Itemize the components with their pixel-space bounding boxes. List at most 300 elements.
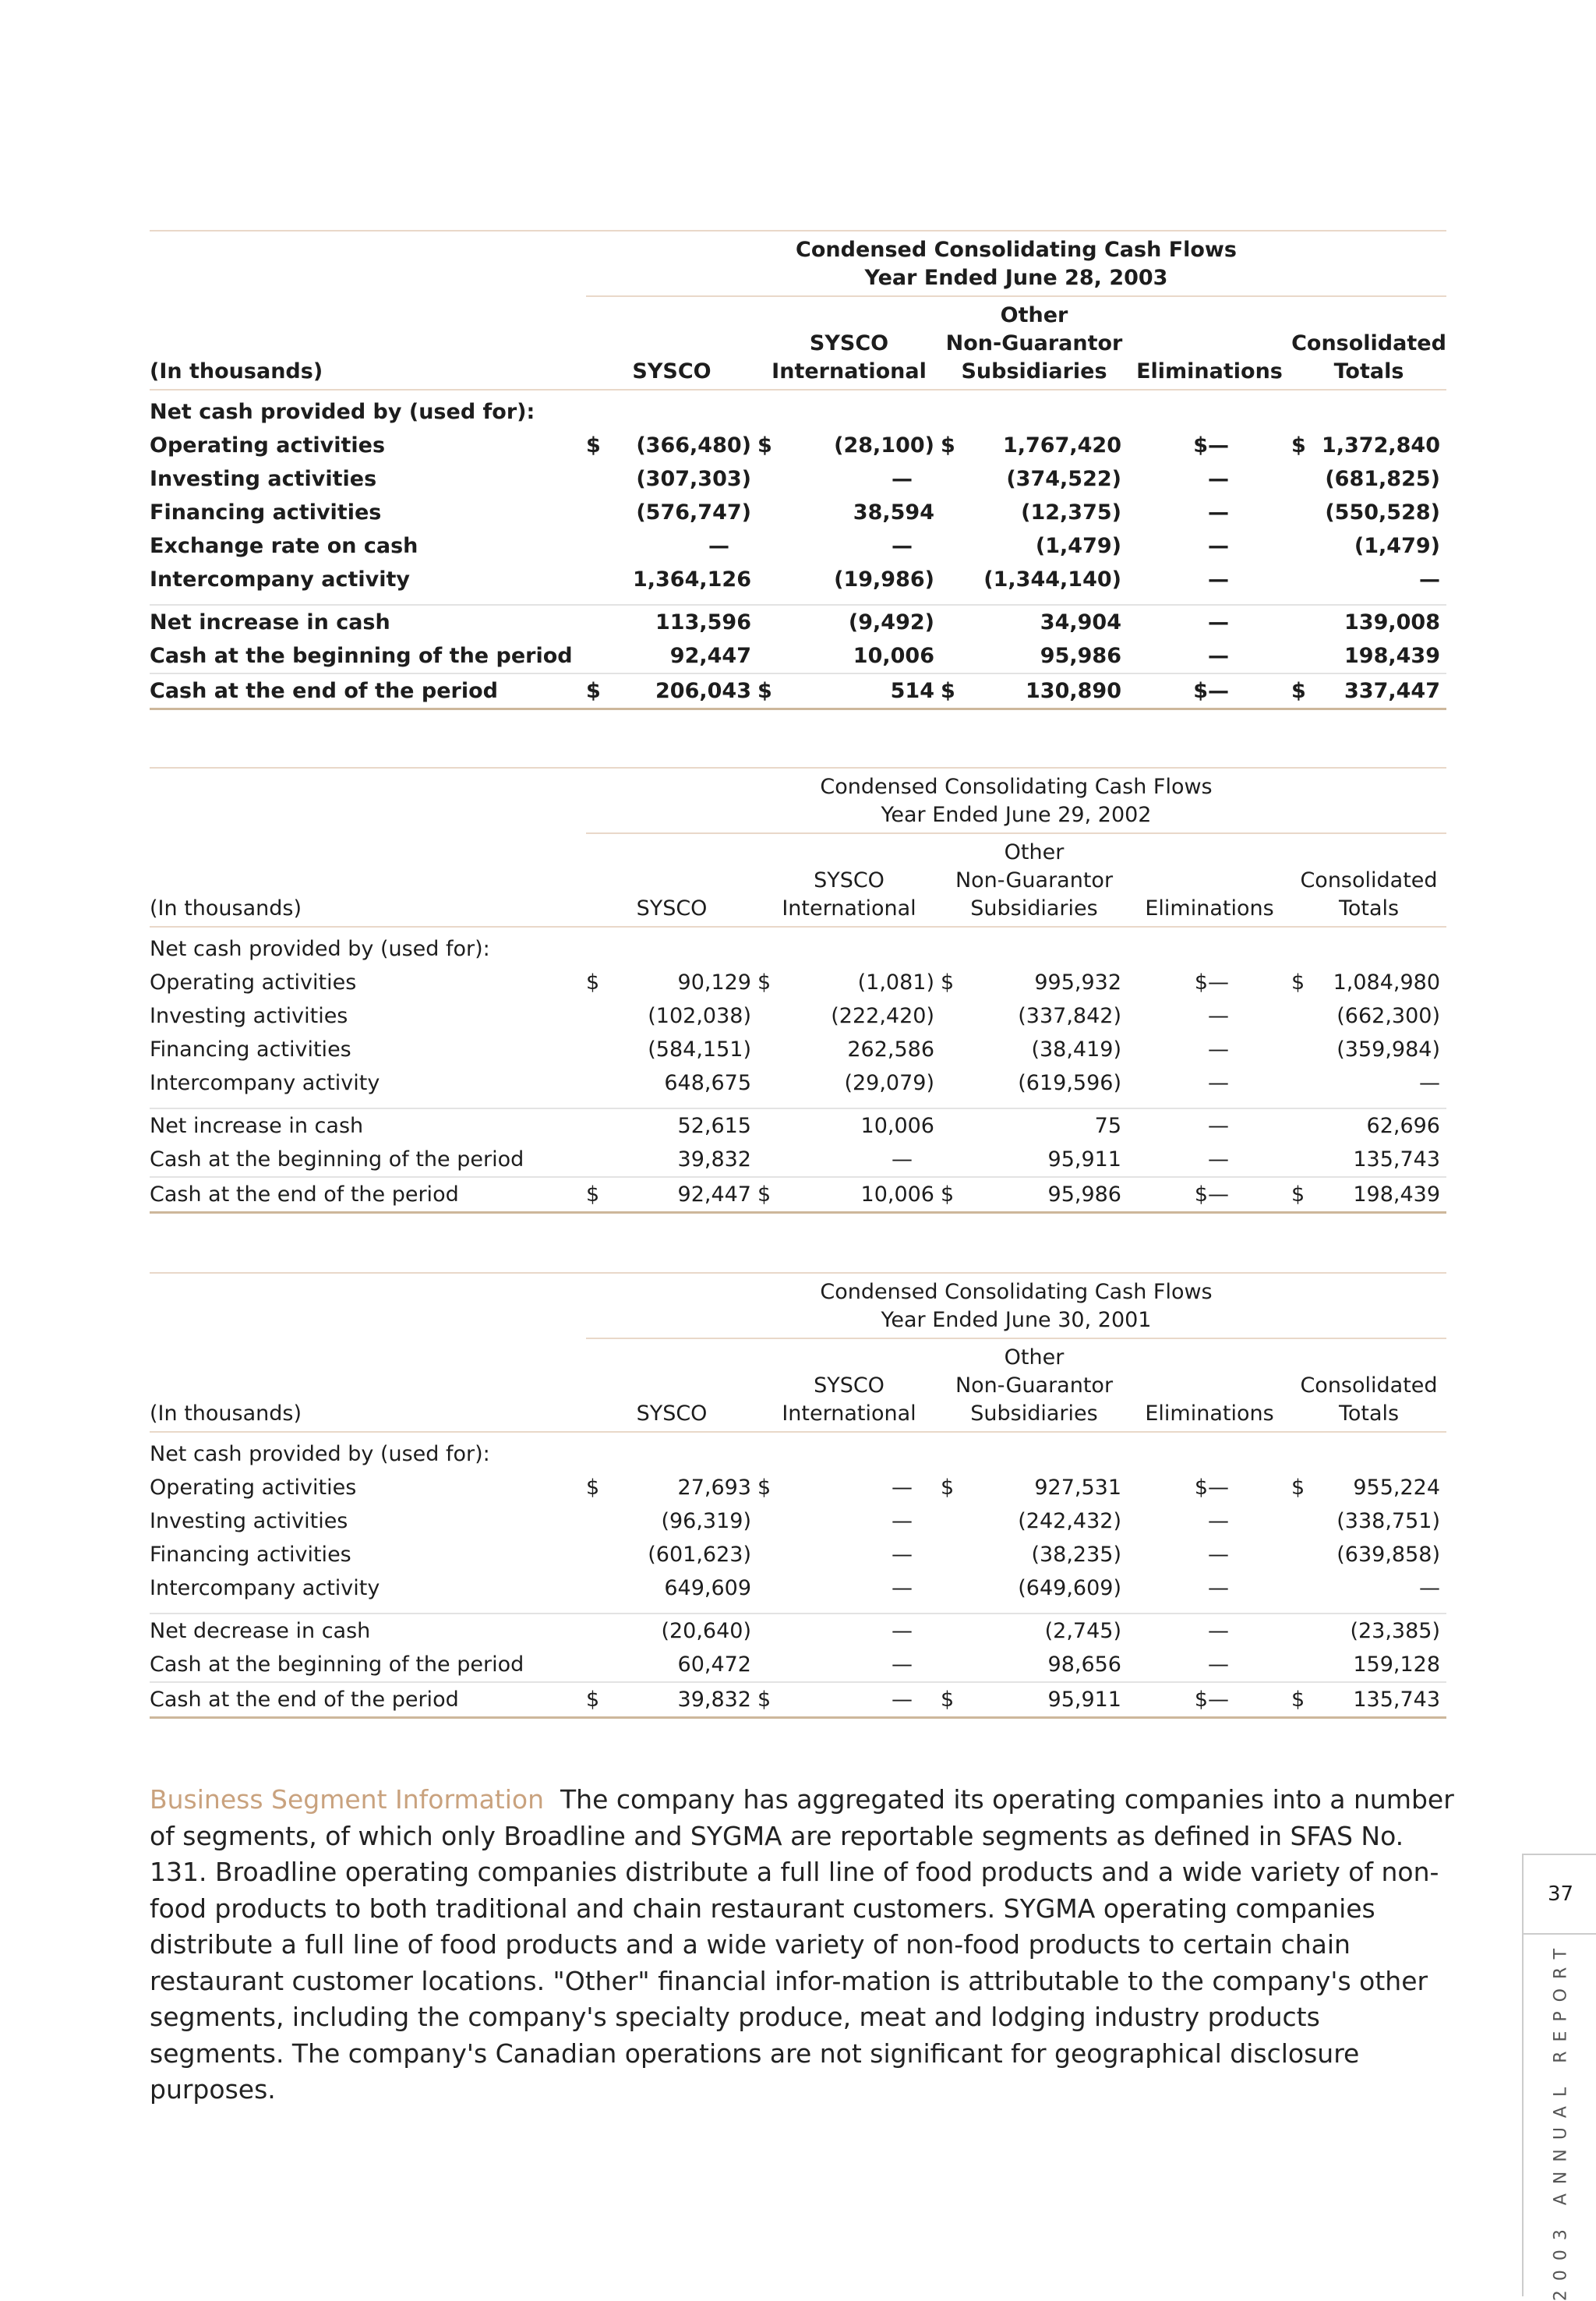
cell-value xyxy=(757,1682,941,1718)
currency-symbol: $ xyxy=(941,1476,955,1500)
column-header-international: SYSCO International xyxy=(757,296,941,390)
cell-value xyxy=(941,1538,1128,1571)
table-row xyxy=(150,1614,1446,1648)
cell-value xyxy=(941,1143,1128,1177)
page-footer-tab xyxy=(1522,1854,1596,2301)
table-row xyxy=(150,1571,1446,1605)
value: 139,008 xyxy=(1344,610,1440,634)
currency-symbol: $ xyxy=(941,970,955,995)
currency-symbol: $ xyxy=(1291,1182,1305,1207)
table-row xyxy=(150,966,1446,999)
value: (374,522) xyxy=(1006,467,1121,491)
value: (96,319) xyxy=(661,1509,751,1533)
column-header-international: SYSCO International xyxy=(757,833,941,927)
value: (12,375) xyxy=(1021,500,1121,525)
table-row xyxy=(150,1682,1446,1718)
cell-value xyxy=(586,639,757,673)
cell-value xyxy=(757,529,941,563)
cell-value xyxy=(1291,1504,1446,1538)
currency-symbol: $ xyxy=(1291,679,1306,703)
column-header-sysco: SYSCO xyxy=(586,1338,757,1432)
cell-value xyxy=(1128,1033,1291,1066)
cell-value xyxy=(586,1682,757,1718)
row-label: Intercompany activity xyxy=(150,567,411,592)
value: 206,043 xyxy=(655,679,751,703)
value: — xyxy=(1208,1182,1229,1207)
value: — xyxy=(1208,970,1229,995)
value: — xyxy=(1208,1543,1229,1567)
cell-value xyxy=(1128,639,1291,673)
value: — xyxy=(1208,467,1229,491)
value: — xyxy=(1208,610,1229,634)
value: (576,747) xyxy=(636,500,751,525)
row-label: Cash at the beginning of the period xyxy=(150,1147,524,1172)
value: 95,986 xyxy=(1040,644,1121,668)
cell-value xyxy=(1128,1504,1291,1538)
value: (366,480) xyxy=(636,433,751,458)
table-row xyxy=(150,496,1446,529)
table-row xyxy=(150,563,1446,596)
currency-symbol: $ xyxy=(1194,970,1208,995)
cell-value xyxy=(941,1066,1128,1100)
row-label: Cash at the end of the period xyxy=(150,1177,586,1213)
cell-value xyxy=(941,1648,1128,1682)
table-row xyxy=(150,462,1446,496)
value: (1,479) xyxy=(1354,534,1440,558)
currency-symbol: $ xyxy=(757,1182,772,1207)
cell-value xyxy=(1291,1177,1446,1213)
value: (242,432) xyxy=(1018,1509,1121,1533)
cell-value xyxy=(941,1614,1128,1648)
cell-value xyxy=(1128,529,1291,563)
table-row xyxy=(150,673,1446,709)
cell-value xyxy=(757,639,941,673)
row-label: Intercompany activity xyxy=(150,1576,380,1600)
value: — xyxy=(1419,1071,1440,1095)
value: — xyxy=(892,1476,913,1500)
row-label: Investing activities xyxy=(150,1004,348,1028)
cell-value xyxy=(757,496,941,529)
value: — xyxy=(1208,1476,1229,1500)
cell-value xyxy=(757,673,941,709)
value: — xyxy=(1208,1147,1229,1172)
column-header-consolidated: Consolidated Totals xyxy=(1291,833,1446,927)
cell-value xyxy=(757,1108,941,1143)
value: — xyxy=(892,1576,913,1600)
value: 92,447 xyxy=(669,644,751,668)
cell-value xyxy=(941,1177,1128,1213)
cell-value xyxy=(757,1143,941,1177)
cell-value xyxy=(586,563,757,596)
cell-value xyxy=(1291,1143,1446,1177)
table-row xyxy=(150,1108,1446,1143)
value: — xyxy=(1208,1114,1229,1138)
value: 75 xyxy=(1094,1114,1121,1138)
cell-value xyxy=(757,1066,941,1100)
value: (19,986) xyxy=(834,567,934,592)
column-header-other: Other Non-Guarantor Subsidiaries xyxy=(941,1338,1128,1432)
value: (649,609) xyxy=(1018,1576,1121,1600)
value: — xyxy=(1208,1652,1229,1677)
value: 337,447 xyxy=(1344,679,1440,703)
page-number: 37 xyxy=(1524,1855,1596,1935)
table-row xyxy=(150,1471,1446,1504)
cell-value xyxy=(586,1066,757,1100)
value: (23,385) xyxy=(1350,1619,1440,1643)
row-label: Financing activities xyxy=(150,500,382,525)
value: (550,528) xyxy=(1325,500,1440,525)
cell-value xyxy=(757,966,941,999)
cell-value xyxy=(586,1538,757,1571)
cell-value xyxy=(1291,462,1446,496)
currency-symbol: $ xyxy=(1291,1688,1305,1712)
value: 38,594 xyxy=(853,500,934,525)
value: — xyxy=(1208,644,1229,668)
cell-value xyxy=(586,999,757,1033)
currency-symbol: $ xyxy=(941,1688,955,1712)
value: (1,081) xyxy=(857,970,934,995)
value: 648,675 xyxy=(664,1071,751,1095)
cell-value xyxy=(1128,1538,1291,1571)
value: — xyxy=(1208,1071,1229,1095)
value: 113,596 xyxy=(655,610,751,634)
value: (102,038) xyxy=(648,1004,751,1028)
cell-value xyxy=(1128,673,1291,709)
cell-value xyxy=(757,462,941,496)
cell-value xyxy=(941,999,1128,1033)
cell-value xyxy=(941,496,1128,529)
cash-flows-table-2002 xyxy=(150,767,1446,1214)
value: (337,842) xyxy=(1018,1004,1121,1028)
value: — xyxy=(892,534,913,558)
row-label: Net decrease in cash xyxy=(150,1614,586,1648)
value: — xyxy=(1208,1509,1229,1533)
value: (584,151) xyxy=(648,1037,751,1062)
row-label: Exchange rate on cash xyxy=(150,534,418,558)
value: 955,224 xyxy=(1353,1476,1440,1500)
section-label: Net cash provided by (used for): xyxy=(150,937,490,961)
cell-value xyxy=(1128,605,1291,639)
currency-symbol: $ xyxy=(941,433,955,458)
value: — xyxy=(892,1619,913,1643)
cell-value xyxy=(1128,1108,1291,1143)
currency-symbol: $ xyxy=(586,433,601,458)
cell-value xyxy=(586,966,757,999)
table-row xyxy=(150,605,1446,639)
cell-value xyxy=(941,462,1128,496)
value: 198,439 xyxy=(1353,1182,1440,1207)
row-label: Cash at the beginning of the period xyxy=(150,644,573,668)
table-caption: Condensed Consolidating Cash Flows Year Ended June 30, 2001 xyxy=(586,1274,1446,1338)
cell-value xyxy=(941,429,1128,462)
cell-value xyxy=(586,1177,757,1213)
value: — xyxy=(1208,1037,1229,1062)
currency-symbol: $ xyxy=(1291,433,1306,458)
cell-value xyxy=(1291,605,1446,639)
currency-symbol: $ xyxy=(1194,1688,1208,1712)
column-header-eliminations: Eliminations xyxy=(1128,1338,1291,1432)
value: 1,084,980 xyxy=(1333,970,1440,995)
row-label: Operating activities xyxy=(150,433,386,458)
currency-symbol: $ xyxy=(1193,433,1208,458)
currency-symbol: $ xyxy=(941,1182,955,1207)
value: — xyxy=(1208,567,1229,592)
column-header-label: (In thousands) xyxy=(150,833,586,927)
cell-value xyxy=(586,1504,757,1538)
cell-value xyxy=(1291,1538,1446,1571)
report-label: 2003 ANNUAL REPORT xyxy=(1551,1939,1571,2301)
row-label: Cash at the beginning of the period xyxy=(150,1652,524,1677)
cell-value xyxy=(757,999,941,1033)
value: — xyxy=(892,1543,913,1567)
value: 39,832 xyxy=(677,1688,751,1712)
table-row xyxy=(150,639,1446,673)
cell-value xyxy=(1128,1177,1291,1213)
cell-value xyxy=(1128,999,1291,1033)
cell-value xyxy=(757,605,941,639)
value: 10,006 xyxy=(853,644,934,668)
currency-symbol: $ xyxy=(1194,1476,1208,1500)
cell-value xyxy=(1128,1648,1291,1682)
value: 95,911 xyxy=(1047,1688,1121,1712)
cell-value xyxy=(1291,1033,1446,1066)
currency-symbol: $ xyxy=(586,1476,600,1500)
currency-symbol: $ xyxy=(757,970,772,995)
business-segment-paragraph xyxy=(150,1782,1459,2108)
value: 52,615 xyxy=(677,1114,751,1138)
cell-value xyxy=(1128,429,1291,462)
row-label: Operating activities xyxy=(150,970,357,995)
table-row xyxy=(150,1504,1446,1538)
cell-value xyxy=(1291,529,1446,563)
value: 92,447 xyxy=(677,1182,751,1207)
value: 95,986 xyxy=(1047,1182,1121,1207)
cell-value xyxy=(586,1033,757,1066)
value: (681,825) xyxy=(1325,467,1440,491)
cell-value xyxy=(586,1471,757,1504)
cell-value xyxy=(757,1177,941,1213)
currency-symbol: $ xyxy=(941,679,955,703)
table-row xyxy=(150,429,1446,462)
cell-value xyxy=(586,673,757,709)
section-label: Net cash provided by (used for): xyxy=(150,400,535,424)
row-label: Intercompany activity xyxy=(150,1071,380,1095)
value: (639,858) xyxy=(1336,1543,1440,1567)
segment-title: Business Segment Information xyxy=(150,1784,545,1815)
currency-symbol: $ xyxy=(757,1476,772,1500)
value: 649,609 xyxy=(664,1576,751,1600)
column-header-international: SYSCO International xyxy=(757,1338,941,1432)
cell-value xyxy=(586,1571,757,1605)
cell-value xyxy=(757,1033,941,1066)
column-header-consolidated: Consolidated Totals xyxy=(1291,296,1446,390)
value: 62,696 xyxy=(1366,1114,1440,1138)
cell-value xyxy=(757,1471,941,1504)
value: — xyxy=(1208,1004,1229,1028)
value: 135,743 xyxy=(1353,1147,1440,1172)
currency-symbol: $ xyxy=(1291,970,1305,995)
value: 60,472 xyxy=(677,1652,751,1677)
column-header-sysco: SYSCO xyxy=(586,296,757,390)
value: 262,586 xyxy=(847,1037,934,1062)
cell-value xyxy=(757,1648,941,1682)
cash-flows-table-2001 xyxy=(150,1272,1446,1719)
value: (359,984) xyxy=(1336,1037,1440,1062)
cell-value xyxy=(586,462,757,496)
cell-value xyxy=(1291,966,1446,999)
currency-symbol: $ xyxy=(1194,1182,1208,1207)
cell-value xyxy=(941,1571,1128,1605)
value: 39,832 xyxy=(677,1147,751,1172)
column-header-eliminations: Eliminations xyxy=(1128,833,1291,927)
cell-value xyxy=(586,1614,757,1648)
cell-value xyxy=(941,1033,1128,1066)
report-label-vertical xyxy=(1549,1939,1573,2301)
value: 135,743 xyxy=(1353,1688,1440,1712)
value: 10,006 xyxy=(860,1182,934,1207)
cell-value xyxy=(1291,999,1446,1033)
currency-symbol: $ xyxy=(586,1688,600,1712)
table-row xyxy=(150,1033,1446,1066)
currency-symbol: $ xyxy=(757,433,772,458)
value: (38,235) xyxy=(1031,1543,1121,1567)
currency-symbol: $ xyxy=(1291,1476,1305,1500)
cell-value xyxy=(586,429,757,462)
value: (1,344,140) xyxy=(983,567,1121,592)
cell-value xyxy=(757,563,941,596)
row-label: Net increase in cash xyxy=(150,1108,586,1143)
value: 198,439 xyxy=(1344,644,1440,668)
value: (9,492) xyxy=(848,610,934,634)
cell-value xyxy=(941,1504,1128,1538)
row-label: Cash at the end of the period xyxy=(150,673,586,709)
value: (28,100) xyxy=(834,433,934,458)
value: 927,531 xyxy=(1034,1476,1121,1500)
cell-value xyxy=(1128,1066,1291,1100)
cell-value xyxy=(941,529,1128,563)
cell-value xyxy=(941,673,1128,709)
cash-flows-table-2003 xyxy=(150,230,1446,710)
row-label: Cash at the end of the period xyxy=(150,1682,586,1718)
value: 995,932 xyxy=(1034,970,1121,995)
value: — xyxy=(1208,433,1229,458)
cell-value xyxy=(1291,1648,1446,1682)
table-row xyxy=(150,1066,1446,1100)
table-caption: Condensed Consolidating Cash Flows Year Ended June 29, 2002 xyxy=(586,769,1446,833)
value: (338,751) xyxy=(1336,1509,1440,1533)
currency-symbol: $ xyxy=(586,1182,600,1207)
cell-value xyxy=(586,605,757,639)
cell-value xyxy=(757,1504,941,1538)
value: 34,904 xyxy=(1040,610,1121,634)
value: (307,303) xyxy=(636,467,751,491)
value: — xyxy=(892,1652,913,1677)
value: (662,300) xyxy=(1336,1004,1440,1028)
value: — xyxy=(892,467,913,491)
cell-value xyxy=(1291,1471,1446,1504)
cell-value xyxy=(757,1538,941,1571)
value: 27,693 xyxy=(677,1476,751,1500)
table-row xyxy=(150,1538,1446,1571)
value: — xyxy=(1419,1576,1440,1600)
row-label: Operating activities xyxy=(150,1476,357,1500)
value: — xyxy=(1208,679,1229,703)
segment-text: The company has aggregated its operating companies into a number of segments, of which only Broadline and SYGMA are reportable segments as defined in SFAS No. 131. Broadline operating companies distribute a full line of food products and a wide variety of non-food products to both traditional and chain restaurant customers. SYGMA operating companies distribute a full line of food products and a wide variety of non-food products to certain chain restaurant customer locations. "Other" financial infor-mation is attributable to the company's other segments, including the company's specialty produce, meat and lodging industry products segments. The company's Canadian operations are not significant for geographical disclosure purposes. xyxy=(150,1784,1454,2105)
table-row xyxy=(150,999,1446,1033)
cell-value xyxy=(1291,639,1446,673)
column-header-eliminations: Eliminations xyxy=(1128,296,1291,390)
cell-value xyxy=(941,563,1128,596)
value: — xyxy=(1208,1619,1229,1643)
table-row xyxy=(150,1177,1446,1213)
value: 10,006 xyxy=(860,1114,934,1138)
cell-value xyxy=(586,1143,757,1177)
value: 1,364,126 xyxy=(632,567,751,592)
value: — xyxy=(892,1509,913,1533)
row-label: Investing activities xyxy=(150,1509,348,1533)
currency-symbol: $ xyxy=(757,679,772,703)
cell-value xyxy=(1291,1682,1446,1718)
cell-value xyxy=(1291,563,1446,596)
cell-value xyxy=(941,639,1128,673)
cell-value xyxy=(1291,1614,1446,1648)
value: — xyxy=(892,1688,913,1712)
value: 1,767,420 xyxy=(1002,433,1121,458)
cell-value xyxy=(1291,429,1446,462)
value: — xyxy=(1208,1688,1229,1712)
table-row xyxy=(150,1143,1446,1177)
cell-value xyxy=(586,529,757,563)
column-header-other: Other Non-Guarantor Subsidiaries xyxy=(941,833,1128,927)
cell-value xyxy=(1291,673,1446,709)
column-header-consolidated: Consolidated Totals xyxy=(1291,1338,1446,1432)
table-caption: Condensed Consolidating Cash Flows Year Ended June 28, 2003 xyxy=(586,232,1446,296)
cell-value xyxy=(1128,966,1291,999)
value: — xyxy=(1208,534,1229,558)
cell-value xyxy=(586,496,757,529)
value: (20,640) xyxy=(661,1619,751,1643)
value: (222,420) xyxy=(831,1004,934,1028)
cell-value xyxy=(757,429,941,462)
table-row xyxy=(150,529,1446,563)
cell-value xyxy=(941,1471,1128,1504)
currency-symbol: $ xyxy=(757,1688,772,1712)
value: — xyxy=(1208,1576,1229,1600)
row-label: Financing activities xyxy=(150,1543,351,1567)
column-header-other: Other Non-Guarantor Subsidiaries xyxy=(941,296,1128,390)
row-label: Investing activities xyxy=(150,467,377,491)
value: (38,419) xyxy=(1031,1037,1121,1062)
currency-symbol: $ xyxy=(586,970,600,995)
cell-value xyxy=(1291,1066,1446,1100)
value: — xyxy=(708,534,729,558)
cell-value xyxy=(1291,496,1446,529)
table-row xyxy=(150,1648,1446,1682)
value: (29,079) xyxy=(844,1071,934,1095)
row-label: Financing activities xyxy=(150,1037,351,1062)
row-label: Net increase in cash xyxy=(150,605,586,639)
value: (619,596) xyxy=(1018,1071,1121,1095)
cell-value xyxy=(586,1648,757,1682)
currency-symbol: $ xyxy=(1193,679,1208,703)
section-label: Net cash provided by (used for): xyxy=(150,1442,490,1466)
cell-value xyxy=(941,966,1128,999)
value: 1,372,840 xyxy=(1321,433,1440,458)
cell-value xyxy=(1128,1682,1291,1718)
cell-value xyxy=(1128,462,1291,496)
value: — xyxy=(892,1147,913,1172)
value: (601,623) xyxy=(648,1543,751,1567)
